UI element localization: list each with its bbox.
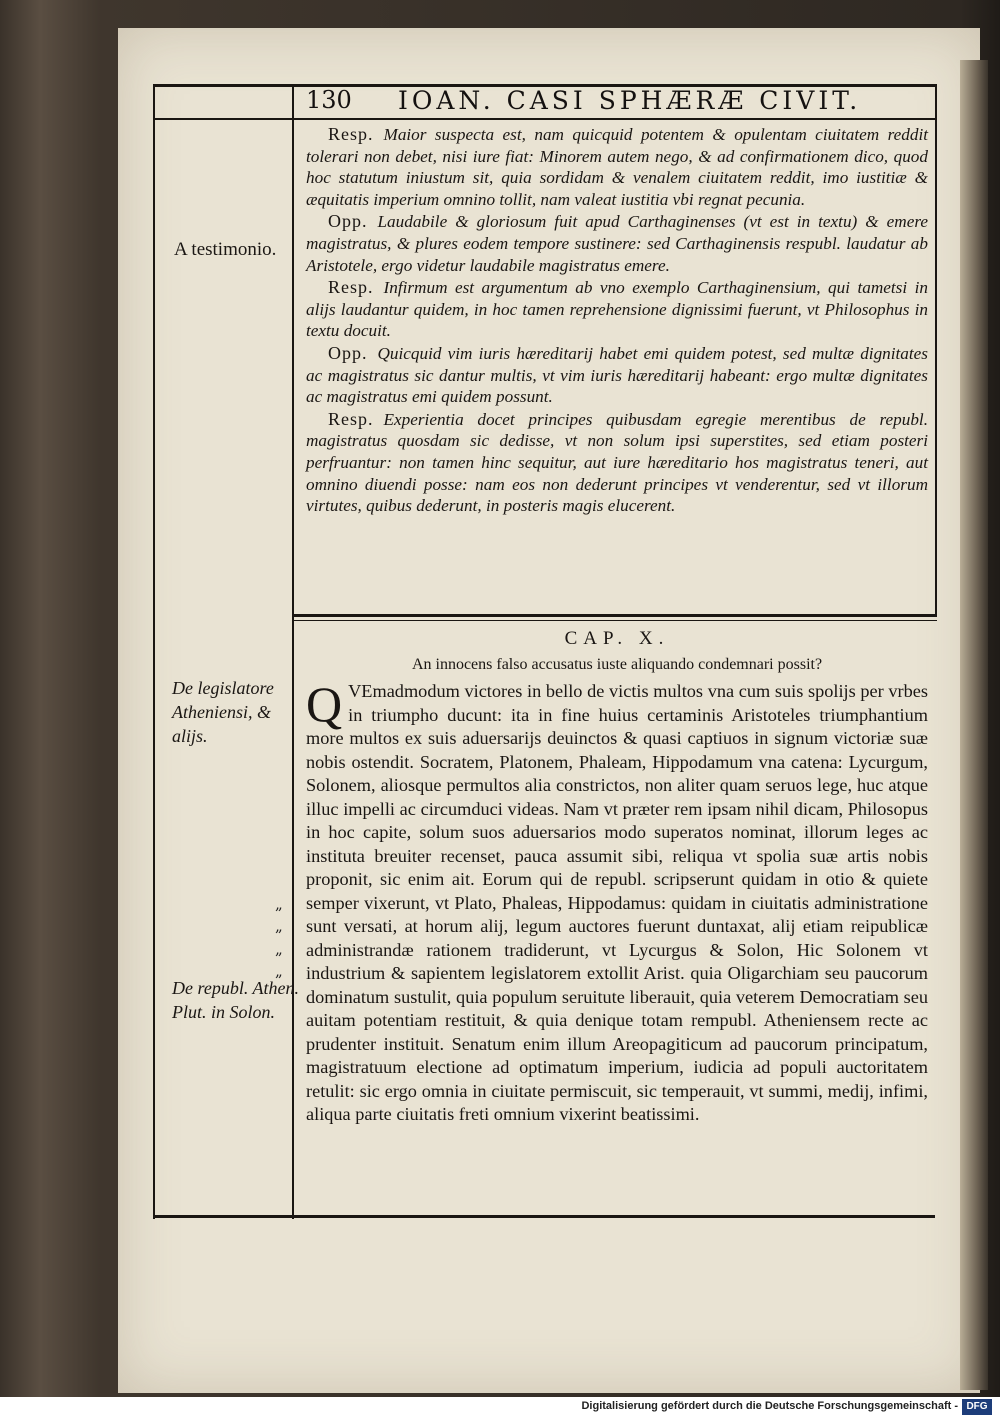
bottom-rule xyxy=(153,1215,935,1218)
paragraph-text: Experientia docet principes quibusdam egregie merentibus de republ. magistratus quosdam sic dedisse, vt non solum ipsi superstites, sed etiam posteri perfruantur: non tamen hinc sequitur, aut iure hæreditario hos magistratus teneri, aut omnino diuendi posse: nam eos non dederunt principes vt venderentur, sed vt illorum virtutes, quibus dederunt, in posteris magis elucerent. xyxy=(306,409,928,516)
disputation-block xyxy=(306,124,928,517)
speaker-label: Opp. xyxy=(328,211,368,232)
section-rule xyxy=(292,614,937,617)
paragraph-text: Laudabile & gloriosum fuit apud Carthaginenses (vt est in textu) & emere magistratus, & plures eodem tempore sustinere: sed Carthaginensis respubl. laudatur ab Aristotele, ergo videtur laudabile magistratus emere. xyxy=(306,212,928,275)
disputation-paragraph xyxy=(306,409,928,517)
page-edge xyxy=(960,60,988,1390)
funding-credit: Digitalisierung gefördert durch die Deutsche Forschungsgemeinschaft - xyxy=(581,1400,958,1412)
speaker-label: Resp. xyxy=(328,277,374,298)
paragraph-text: Infirmum est argumentum ab vno exemplo Carthaginensium, qui tametsi in alijs laudantur quidem, in hoc tamen reprehensione dignissimi fuerunt, vt Philosophus in textu docuit. xyxy=(306,278,928,341)
speaker-label: Resp. xyxy=(328,124,374,144)
column-divider-rule xyxy=(292,84,294,1219)
chapter-body-text: VEmadmodum victores in bello de victis multos vna cum suis spolijs per vrbes in triumpho ducunt: ita in fine huius certaminis Aristoteles triumphantium more multos ex suis aduersarijs deuinctos & quasi captiuos in signum victoriæ suæ nobis ostendit. Socratem, Platonem, Phaleam, Hippodamum vna catena: Lycurgum, Solonem, aliosque permultos alia constrictos, non aliter quam seruos lege, huc atque illuc impelli ac circumduci videas. Nam vt præter rem ipsam nihil dicam, Philosopus in hoc capite, solum suos aduersarios modo superatos nominat, illorum leges ac instituta breuiter recenset, pauca assumit sibi, reliqua vt spolia suæ artis nobis proponit, sic enim ait. Eorum qui de republ. scripserunt quidam in otio & quiete semper vixerunt, vt Plato, Phaleas, Hippodamus: quidam in ciuitatis administratione sunt versati, at horum alij, legum auctores fuerunt duntaxat, alij etiam reipublicæ administrandæ rationem tradiderunt, vt Lycurgus & Solon, Hic Solonem vt industrium & sapientem legislatorem extollit Arist. quia Oligarchiam seu paucorum dominatum sustulit, quia populum seruitute liberauit, quia veterem Democratiam seu auitam potentiam restituit, & quia denique totam rempubl. Atheniensem recte ac prudenter instituit. Senatum enim illum Areopagiticum ad paucorum principatum, magistratuum electione ad optimatum imperium, iudicia ad populi auctoritatem retulit: sic ergo omnia in ciuitate permiscuit, sic temperauit, vt summi, medij, infimi, aliqua parte ciuitatis freti omnium vixerint beatissimi. xyxy=(306,681,928,1124)
margin-note-legislatore: De legislatore Atheniensi, & alijs. xyxy=(172,678,274,746)
margin-note-testimonio: A testimonio. xyxy=(174,239,277,260)
disputation-paragraph xyxy=(306,211,928,276)
disputation-paragraph xyxy=(306,124,928,210)
right-frame-rule xyxy=(935,84,937,614)
dfg-logo: DFG xyxy=(962,1399,992,1415)
quote-mark: „ xyxy=(275,895,283,913)
quote-mark: „ xyxy=(275,940,283,958)
chapter-question: An innocens falso accusatus iuste aliquando condemnari possit? xyxy=(411,656,823,673)
chapter-title: CAP. X. xyxy=(564,628,670,649)
digitization-footer xyxy=(0,1397,1000,1419)
drop-cap: Q xyxy=(306,676,343,732)
quote-mark: „ xyxy=(275,962,283,980)
paragraph-text: Maior suspecta est, nam quicquid potentem & opulentam ciuitatem reddit tolerari non debet, nisi iure fiat: Minorem autem nego, & ad confirmationem dico, quod hoc statutum iniustum sit, quia sordidam & venalem ciuitatem reddit, imo iustitiæ & æquitatis imperium omnino tollit, nam valeat iustitia vbi regnat pecunia. xyxy=(306,125,928,209)
speaker-label: Opp. xyxy=(328,342,368,363)
left-frame-rule xyxy=(153,84,155,1219)
section-rule-thin xyxy=(292,620,937,621)
margin-note-republ: De republ. Athen. Plut. in Solon. xyxy=(172,978,299,1022)
speaker-label: Resp. xyxy=(328,408,374,429)
running-header xyxy=(300,86,940,120)
chapter-body xyxy=(306,676,928,1127)
paragraph-text: Quicquid vim iuris hæreditarij habet emi quidem potest, sed multæ dignitates ac magistratus sic dantur multis, vt vim iuris hæreditarij habeant: ergo multæ dignitates ac magistratus emi quidem possunt. xyxy=(306,343,928,407)
disputation-paragraph xyxy=(306,277,928,342)
disputation-paragraph xyxy=(306,343,928,408)
running-title: IOAN. CASI SPHÆRÆ CIVIT. xyxy=(398,86,862,115)
quote-mark: „ xyxy=(275,917,283,935)
page-number: 130 xyxy=(306,86,352,114)
